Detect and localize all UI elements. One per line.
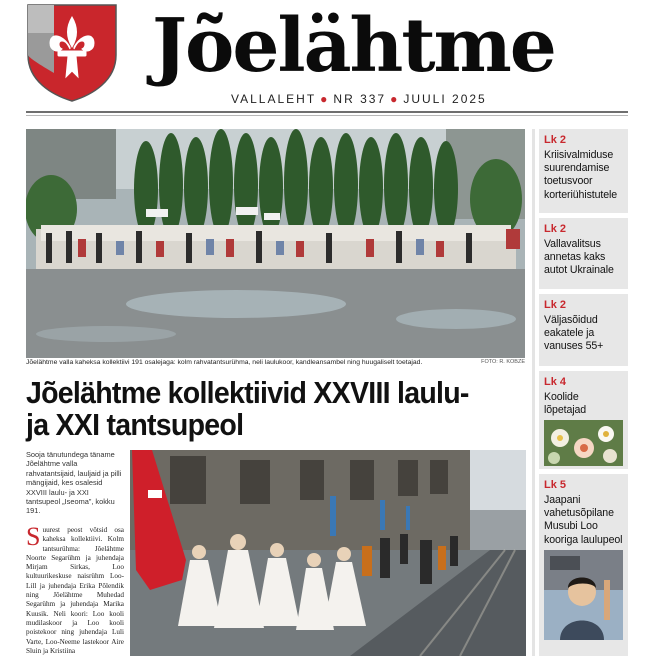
- sidebar-teaser[interactable]: [539, 218, 628, 289]
- masthead-rule-thin: [26, 115, 628, 116]
- teaser-text: Jaapani vahetusõpilane Musubi Loo kooriga laulupeol: [544, 494, 623, 546]
- photo-caption: [26, 359, 525, 371]
- sidebar-teaser[interactable]: [539, 474, 628, 656]
- sidebar-teaser[interactable]: [539, 294, 628, 366]
- lead-headline[interactable]: Jõelähtme kollektiivid XXVIII laulu- ja XXI tantsupeol: [26, 375, 469, 442]
- newspaper-title: Jõelähtme: [152, 3, 555, 89]
- group-photo: [26, 129, 525, 358]
- fleur-de-lis-crest-icon: [26, 3, 118, 103]
- body-paragraph: uurest peost võtsid osa kaheksa kollektiivi. Kolm tantsurühma: Jõelähtme Noorte Segarühm ja juhendaja Mirjam Sirkas, Loo kultuurikeskuse naisrühm Loo-Lill ja juhendaja Erika Põlendik ning Jõelähtme Muhedad Segarühm ja juhendaja Marika Kuusik. Neli koori: Loo kooli mudilaskoor ja Loo kooli poistekoor ning juhendaja Luli Varte, Loo-Neeme lastekoor Aire Sluin ja Kristiina: [26, 526, 124, 655]
- teaser-text: Väljasõidud eakatele ja vanuses 55+: [544, 314, 604, 353]
- separator-dot-icon: ●: [390, 92, 400, 106]
- teaser-page: Lk 4: [544, 376, 567, 388]
- teaser-page: Lk 2: [544, 299, 567, 311]
- issue-line: [231, 92, 487, 108]
- paper-kind: VALLALEHT: [231, 92, 317, 106]
- masthead-rule: [26, 111, 628, 113]
- drop-cap: S: [26, 522, 41, 551]
- flowers-thumbnail: [544, 420, 623, 466]
- sidebar-divider: [532, 129, 535, 656]
- parade-photo: [130, 450, 526, 656]
- teaser-text: Vallavalitsus annetas kaks autot Ukrainale: [544, 238, 614, 277]
- caption-text: Jõelähtme valla kaheksa kollektiivi 191 osalejaga: kolm rahvatantsurühma, neli laulukoor, kandleansambel ning huugaliselt toetajad.: [26, 359, 423, 366]
- sidebar-teaser[interactable]: [539, 371, 628, 469]
- issue-date: JUULI 2025: [403, 92, 487, 106]
- separator-dot-icon: ●: [320, 92, 330, 106]
- photo-credit: FOTO: R. KOBZE: [481, 359, 525, 365]
- sidebar-teaser[interactable]: [539, 129, 628, 213]
- lead-paragraph: Sooja tänutundega täname Jõelähtme valla rahvatantsijaid, lauljaid ja pilli mängijaid, kes osalesid XXVIII laulu- ja XXI tantsupeol „Iseoma”, kokku 191.: [26, 450, 122, 516]
- issue-number: NR 337: [333, 92, 387, 106]
- teaser-text: Kriisivalmiduse suurendamise toetusvoor korteriühistutele: [544, 149, 618, 201]
- teaser-text: Koolide lõpetajad: [544, 391, 587, 417]
- teaser-page: Lk 5: [544, 479, 567, 491]
- teaser-page: Lk 2: [544, 223, 567, 235]
- body-text: [26, 522, 124, 656]
- teaser-page: Lk 2: [544, 134, 567, 146]
- student-portrait: [544, 550, 623, 640]
